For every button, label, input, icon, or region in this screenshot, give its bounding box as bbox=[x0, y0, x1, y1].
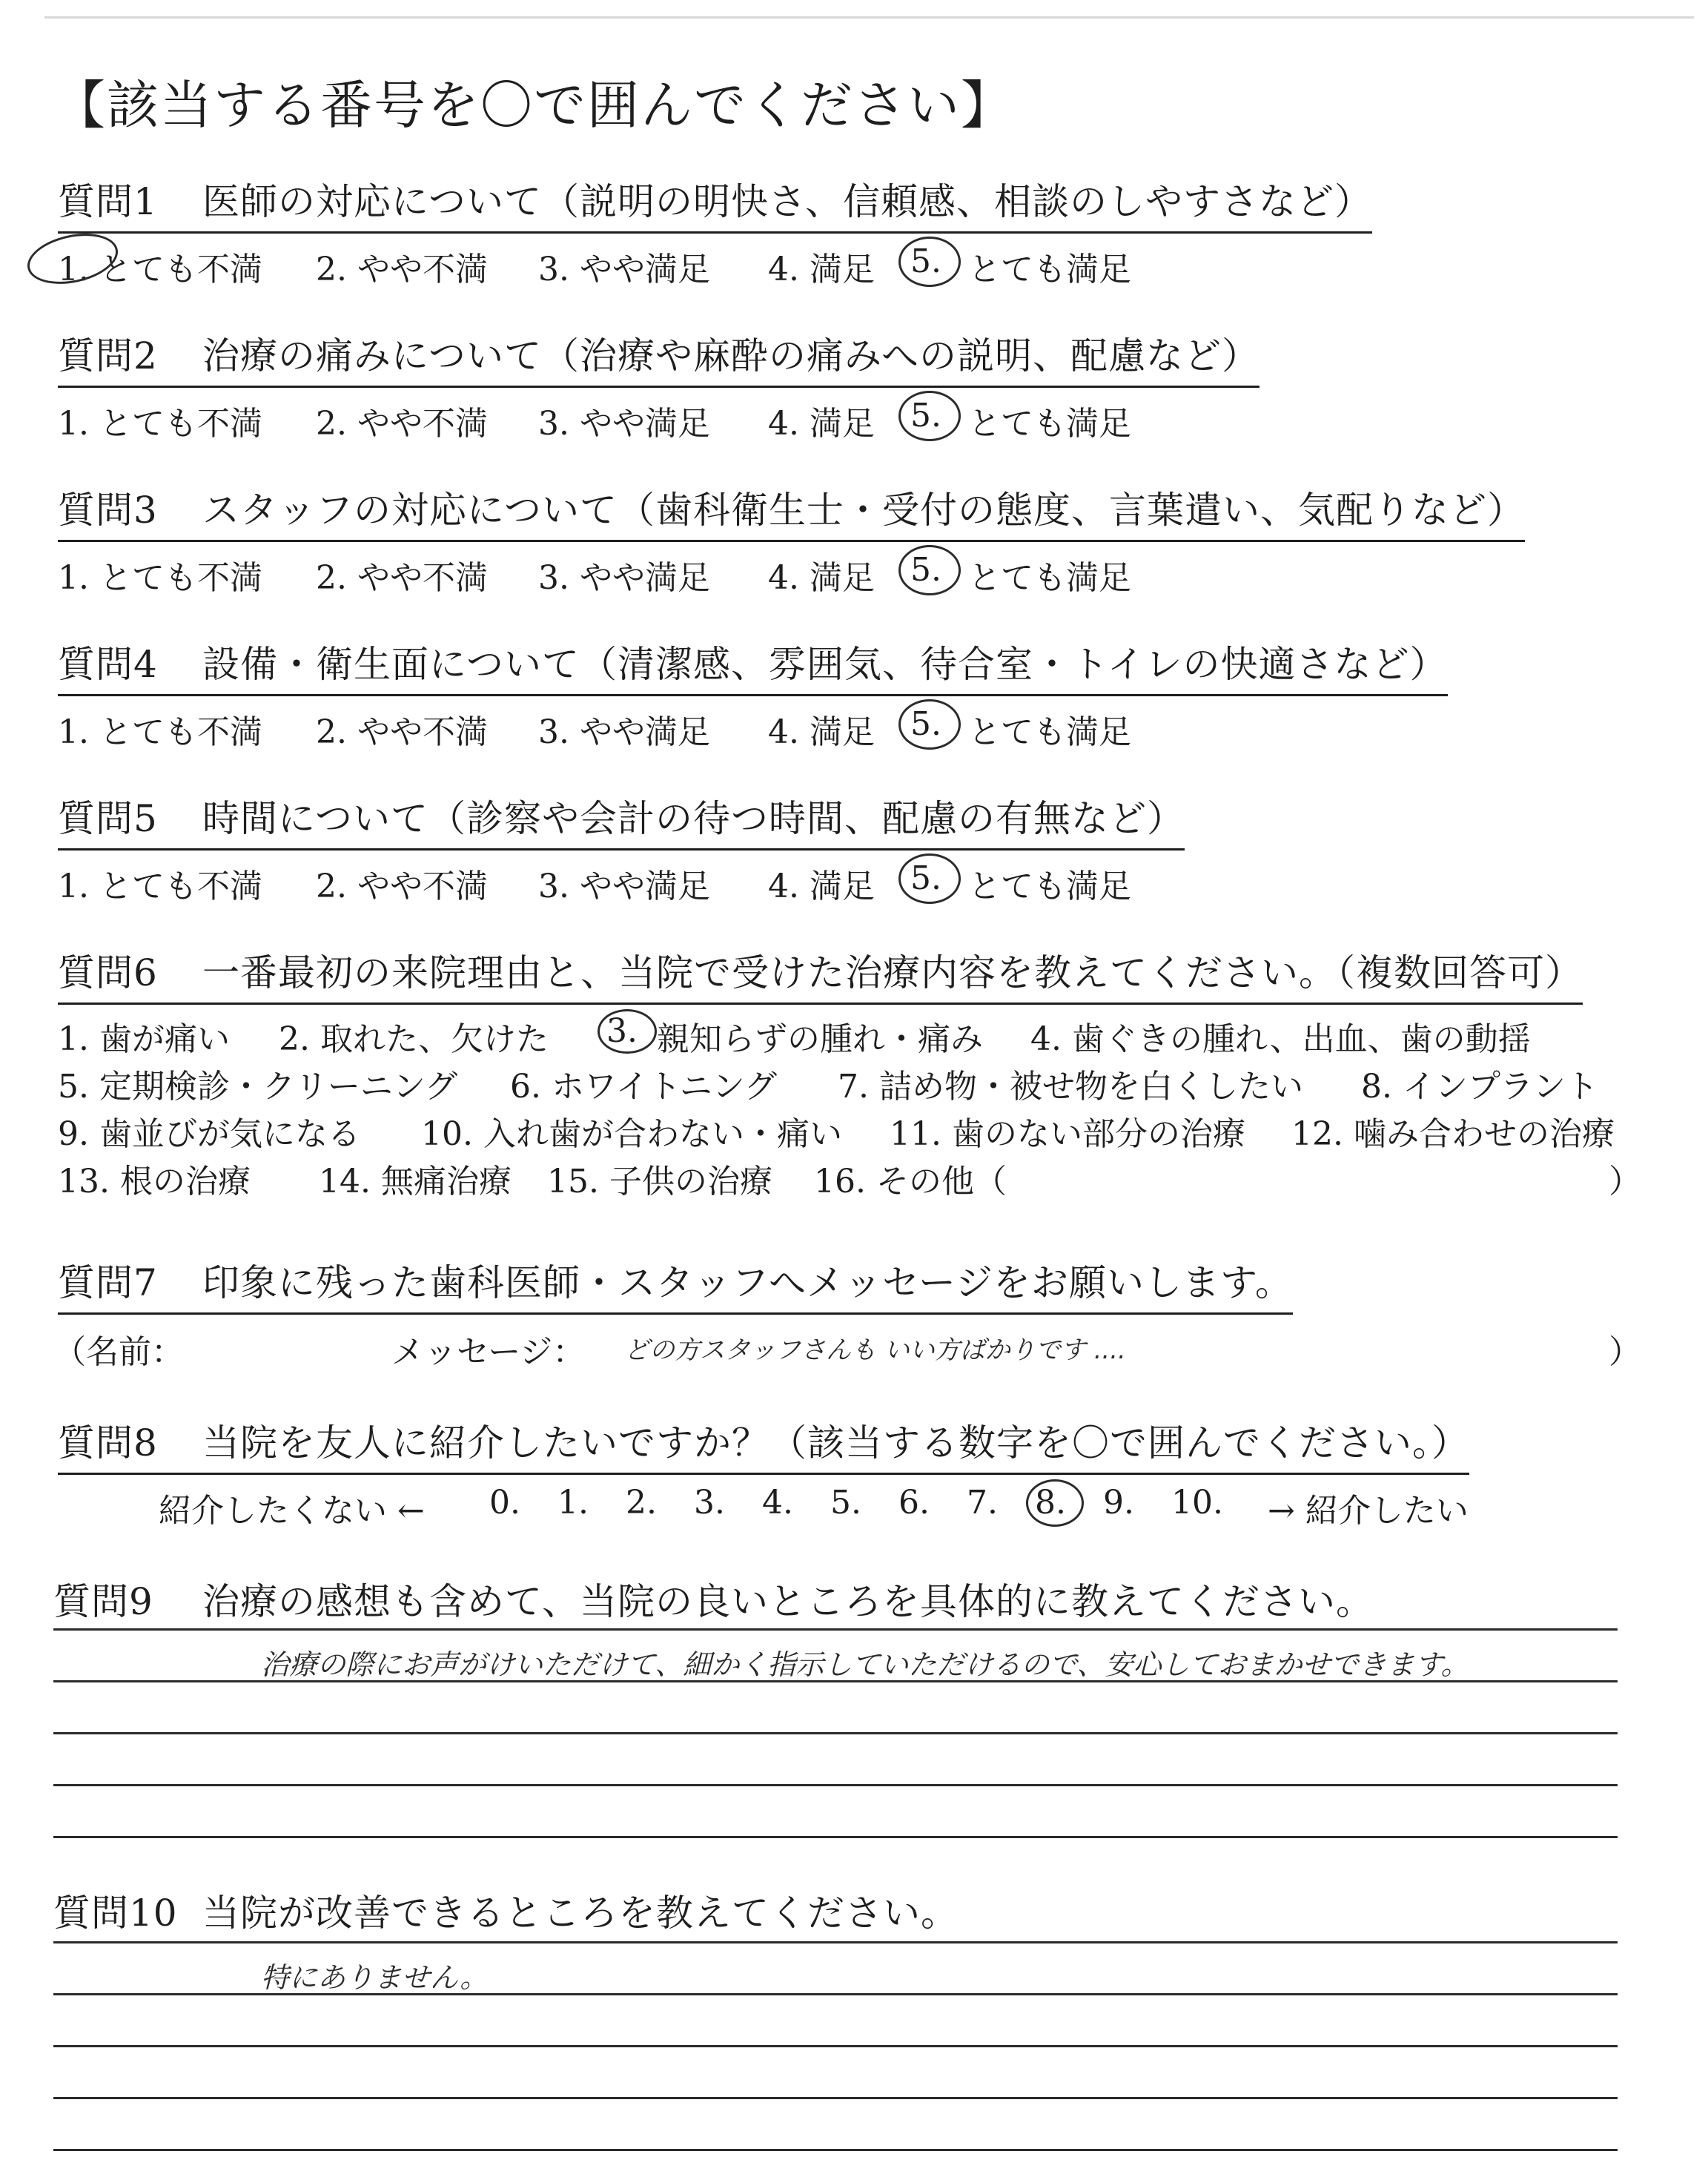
question-4-text: 設備・衛生面について（清潔感、雰囲気、待合室・トイレの快適さなど） bbox=[202, 643, 1448, 686]
option-5-label[interactable]: とても満足 bbox=[968, 405, 1131, 443]
option-5-label[interactable]: とても満足 bbox=[968, 251, 1131, 288]
question-2-options bbox=[58, 388, 1689, 443]
name-label: （名前： bbox=[53, 1333, 184, 1371]
question-7-response bbox=[53, 1315, 1689, 1371]
option-3[interactable]: 3. やや満足 bbox=[538, 713, 710, 751]
scale-6[interactable]: 6. bbox=[898, 1484, 930, 1522]
question-7 bbox=[53, 1253, 1689, 1371]
option-1[interactable]: 1. とても不満 bbox=[58, 713, 262, 751]
option-row bbox=[58, 1147, 1689, 1200]
answer-line bbox=[53, 1628, 1618, 1631]
question-6-heading bbox=[58, 943, 1583, 1005]
question-5-text: 時間について（診察や会計の待つ時間、配慮の有無など） bbox=[202, 797, 1185, 840]
option-4[interactable]: 4. 満足 bbox=[768, 405, 875, 443]
question-8 bbox=[58, 1413, 1689, 1530]
option-2[interactable]: 2. やや不満 bbox=[316, 713, 488, 751]
scale-7[interactable]: 7. bbox=[967, 1484, 998, 1522]
question-1-heading bbox=[58, 172, 1372, 234]
question-7-number: 質問7 bbox=[58, 1261, 158, 1304]
option-4[interactable]: 4. 満足 bbox=[768, 559, 875, 597]
option-5-number[interactable]: 5. bbox=[910, 242, 941, 280]
question-7-text: 印象に残った歯科医師・スタッフへメッセージをお願いします。 bbox=[202, 1261, 1293, 1304]
scale-right-label: → 紹介したい bbox=[1268, 1492, 1469, 1530]
option-16[interactable]: 16. その他（ bbox=[814, 1163, 1007, 1200]
option-4[interactable]: 4. 歯ぐきの腫れ、出血、歯の動揺 bbox=[1030, 1020, 1531, 1058]
option-4[interactable]: 4. 満足 bbox=[768, 868, 875, 905]
scale-4[interactable]: 4. bbox=[762, 1484, 793, 1522]
option-4[interactable]: 4. 満足 bbox=[768, 713, 875, 751]
question-3-number: 質問3 bbox=[58, 489, 158, 532]
option-11[interactable]: 11. 歯のない部分の治療 bbox=[890, 1115, 1245, 1153]
question-5-number: 質問5 bbox=[58, 797, 158, 840]
scale-1[interactable]: 1. bbox=[557, 1484, 589, 1522]
scale-3[interactable]: 3. bbox=[694, 1484, 725, 1522]
question-6 bbox=[58, 943, 1689, 1200]
option-3-label[interactable]: 親知らずの腫れ・痛み bbox=[657, 1020, 983, 1058]
option-5-label[interactable]: とても満足 bbox=[968, 868, 1131, 905]
question-10 bbox=[53, 1883, 1684, 1937]
option-1[interactable]: 1. とても不満 bbox=[58, 868, 262, 905]
question-4 bbox=[58, 635, 1689, 751]
option-1[interactable]: 1. 歯が痛い bbox=[58, 1020, 230, 1058]
option-5-number[interactable]: 5. bbox=[910, 859, 941, 897]
question-10-answer[interactable]: 特にありません。 bbox=[261, 1961, 489, 1994]
option-2[interactable]: 2. やや不満 bbox=[316, 868, 488, 905]
answer-line bbox=[53, 1732, 1618, 1734]
question-2-number: 質問2 bbox=[58, 334, 158, 377]
option-2[interactable]: 2. やや不満 bbox=[316, 405, 488, 443]
answer-line bbox=[53, 1941, 1618, 1943]
question-3-text: スタッフの対応について（歯科衛生士・受付の態度、言葉遣い、気配りなど） bbox=[202, 489, 1525, 532]
message-text[interactable]: どの方スタッフさんも いい方ばかりです .... bbox=[624, 1335, 1126, 1365]
question-2-heading bbox=[58, 326, 1260, 388]
answer-line bbox=[53, 1836, 1618, 1838]
option-3[interactable]: 3. やや満足 bbox=[538, 868, 710, 905]
question-9-heading bbox=[53, 1572, 1684, 1625]
option-13[interactable]: 13. 根の治療 bbox=[58, 1163, 251, 1200]
question-10-heading bbox=[53, 1883, 1684, 1937]
question-1 bbox=[58, 172, 1689, 288]
scale-5[interactable]: 5. bbox=[830, 1484, 861, 1522]
question-3-heading bbox=[58, 480, 1525, 542]
option-row bbox=[58, 1052, 1689, 1106]
option-5[interactable]: 5. 定期検診・クリーニング bbox=[58, 1068, 458, 1106]
scale-0[interactable]: 0. bbox=[489, 1484, 520, 1522]
recommend-scale bbox=[58, 1475, 1689, 1530]
option-3[interactable]: 3. やや満足 bbox=[538, 251, 710, 288]
option-3[interactable]: 3. やや満足 bbox=[538, 405, 710, 443]
option-5-number[interactable]: 5. bbox=[910, 705, 941, 743]
question-10-text: 当院が改善できるところを教えてください。 bbox=[202, 1892, 959, 1935]
other-close-paren: ） bbox=[1609, 1163, 1641, 1200]
scale-10[interactable]: 10. bbox=[1171, 1484, 1223, 1522]
question-2-text: 治療の痛みについて（治療や麻酔の痛みへの説明、配慮など） bbox=[202, 334, 1260, 377]
scale-left-label: 紹介したくない ← bbox=[159, 1492, 425, 1530]
option-6[interactable]: 6. ホワイトニング bbox=[510, 1068, 778, 1106]
question-2 bbox=[58, 326, 1689, 443]
question-9-answer[interactable]: 治療の際にお声がけいただけて、細かく指示していただけるので、安心しておまかせできます。 bbox=[261, 1648, 1469, 1681]
question-9-text: 治療の感想も含めて、当院の良いところを具体的に教えてください。 bbox=[202, 1580, 1374, 1623]
question-7-heading bbox=[58, 1253, 1293, 1315]
question-1-options bbox=[58, 234, 1689, 288]
question-1-number: 質問1 bbox=[58, 180, 158, 223]
option-2[interactable]: 2. 取れた、欠けた bbox=[279, 1020, 549, 1058]
option-4[interactable]: 4. 満足 bbox=[768, 251, 875, 288]
answer-line bbox=[53, 2097, 1618, 2099]
question-1-text: 医師の対応について（説明の明快さ、信頼感、相談のしやすさなど） bbox=[202, 180, 1372, 223]
question-3-options bbox=[58, 542, 1689, 597]
option-row bbox=[58, 1100, 1689, 1153]
question-9-number: 質問9 bbox=[53, 1580, 153, 1623]
question-8-text: 当院を友人に紹介したいですか？（該当する数字を〇で囲んでください。） bbox=[202, 1421, 1469, 1464]
option-3[interactable]: 3. やや満足 bbox=[538, 559, 710, 597]
option-1[interactable]: 1. とても不満 bbox=[58, 405, 262, 443]
option-15[interactable]: 15. 子供の治療 bbox=[547, 1163, 772, 1200]
question-6-text: 一番最初の来院理由と、当院で受けた治療内容を教えてください。（複数回答可） bbox=[202, 951, 1583, 994]
question-5 bbox=[58, 789, 1689, 905]
option-7[interactable]: 7. 詰め物・被せ物を白くしたい bbox=[838, 1068, 1303, 1106]
answer-line bbox=[53, 2045, 1618, 2047]
option-8[interactable]: 8. インプラント bbox=[1361, 1068, 1598, 1106]
option-2[interactable]: 2. やや不満 bbox=[316, 559, 488, 597]
question-6-number: 質問6 bbox=[58, 951, 158, 994]
scale-2[interactable]: 2. bbox=[626, 1484, 657, 1522]
option-3-number[interactable]: 3. bbox=[606, 1012, 638, 1050]
option-9[interactable]: 9. 歯並びが気になる bbox=[58, 1115, 360, 1153]
message-close-paren: ） bbox=[1609, 1333, 1641, 1371]
question-6-options bbox=[58, 1005, 1689, 1200]
option-14[interactable]: 14. 無痛治療 bbox=[319, 1163, 512, 1200]
question-10-number: 質問10 bbox=[53, 1892, 178, 1935]
message-label: メッセージ： bbox=[391, 1333, 586, 1371]
option-row bbox=[58, 1005, 1689, 1058]
option-5-label[interactable]: とても満足 bbox=[968, 713, 1131, 751]
option-1[interactable]: 1. とても不満 bbox=[58, 559, 262, 597]
option-1[interactable]: 1. とても不満 bbox=[58, 251, 262, 288]
scale-8[interactable]: 8. bbox=[1035, 1484, 1066, 1522]
question-8-number: 質問8 bbox=[58, 1421, 158, 1464]
page-title: 【該当する番号を〇で囲んでください】 bbox=[53, 75, 1014, 136]
question-4-heading bbox=[58, 635, 1448, 696]
question-5-heading bbox=[58, 789, 1185, 851]
question-4-number: 質問4 bbox=[58, 643, 158, 686]
option-12[interactable]: 12. 噛み合わせの治療 bbox=[1291, 1115, 1615, 1153]
question-3 bbox=[58, 480, 1689, 597]
option-2[interactable]: 2. やや不満 bbox=[316, 251, 488, 288]
answer-line bbox=[53, 2149, 1618, 2151]
answer-line bbox=[53, 1784, 1618, 1786]
option-10[interactable]: 10. 入れ歯が合わない・痛い bbox=[421, 1115, 842, 1153]
question-5-options bbox=[58, 851, 1689, 905]
question-4-options bbox=[58, 696, 1689, 751]
question-8-heading bbox=[58, 1413, 1469, 1475]
option-5-number[interactable]: 5. bbox=[910, 551, 941, 589]
top-border bbox=[44, 16, 1694, 19]
question-9 bbox=[53, 1572, 1684, 1625]
option-5-number[interactable]: 5. bbox=[910, 397, 941, 435]
option-5-label[interactable]: とても満足 bbox=[968, 559, 1131, 597]
scale-9[interactable]: 9. bbox=[1103, 1484, 1134, 1522]
